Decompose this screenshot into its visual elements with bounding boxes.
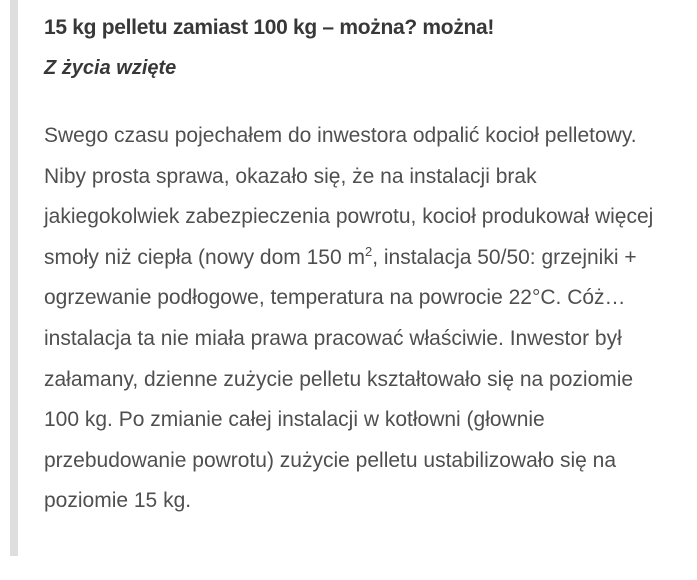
article-subtitle: Z życia wzięte [44,57,177,79]
article-title: 15 kg pelletu zamiast 100 kg – można? można! [44,16,495,39]
blockquote [10,0,690,556]
paragraph-text-part2: , instalacja 50/50: grzejniki + ogrzewanie podłogowe, temperatura na powrocie 22°C. Cóż… instalacja ta nie miała prawa pracować właściwie. Inwestor był załamany, dzienne zużycie pelletu kształtowało się na poziomie 100 kg. Po zmianie całej instalacji w kotłowni (głownie przebudowanie powrotu) zużycie pelletu ustabilizowało się na poziomie 15 kg. [44,245,637,513]
article-paragraph [44,116,654,522]
area-unit-superscript: 2 [364,243,373,259]
paragraph-text-part1: Swego czasu pojechałem do inwestora odpalić kocioł pelletowy. Niby prosta sprawa, okazało się, że na instalacji brak jakiegokolwiek zabezpieczenia powrotu, kocioł produkował więcej smoły niż ciepła (nowy dom 150 m [44,124,654,269]
